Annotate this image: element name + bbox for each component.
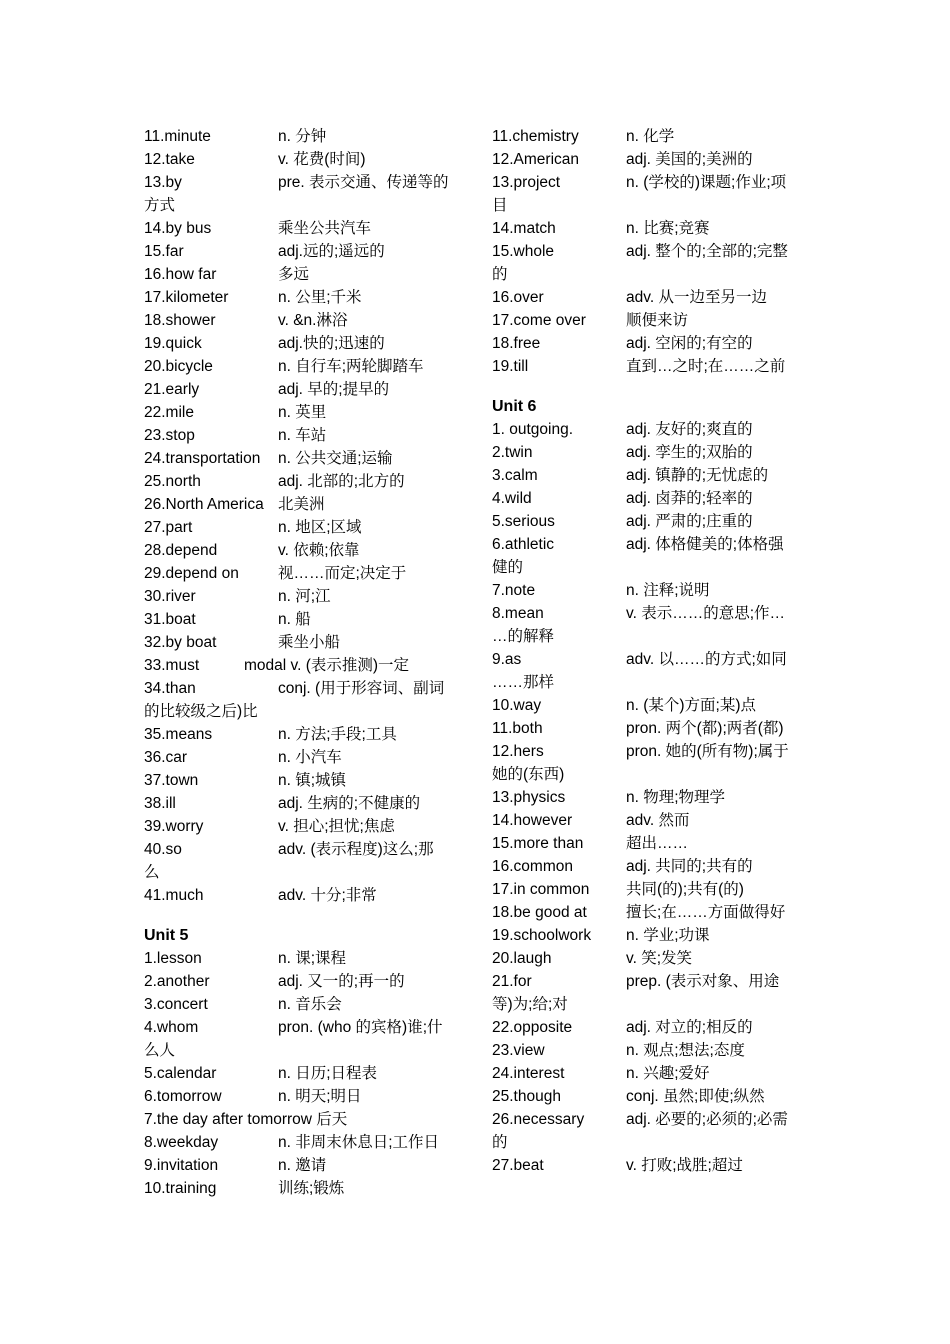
vocab-definition: v. 花费(时间) — [278, 151, 366, 168]
vocab-entry — [144, 746, 460, 769]
vocab-word: 12.take — [144, 151, 195, 168]
vocab-entry — [144, 838, 460, 861]
vocab-definition: n. 镇;城镇 — [278, 772, 347, 789]
vocab-entry — [144, 792, 460, 815]
vocab-word: 12.hers — [492, 743, 544, 760]
vocab-definition: pron. 两个(都);两者(都) — [626, 720, 784, 737]
vocab-definition: 乘坐小船 — [278, 634, 341, 651]
vocab-word: 12.American — [492, 151, 580, 168]
vocab-entry — [492, 418, 808, 441]
vocab-definition-continued: 的 — [492, 266, 508, 283]
vocab-word: 17.come over — [492, 312, 586, 329]
vocab-word: 35.means — [144, 726, 213, 743]
vocab-definition: n. 地区;区域 — [278, 519, 362, 536]
vocab-word: 14.match — [492, 220, 556, 237]
vocab-word: 13.project — [492, 174, 561, 191]
vocab-definition: n. 分钟 — [278, 128, 327, 145]
vocab-entry — [144, 401, 460, 424]
vocab-entry — [492, 240, 808, 263]
vocab-word: 6.athletic — [492, 536, 555, 553]
vocab-word: 4.wild — [492, 490, 532, 507]
vocab-entry — [492, 464, 808, 487]
vocab-definition: n. 观点;想法;态度 — [626, 1042, 745, 1059]
vocab-entry — [492, 533, 808, 556]
vocab-word: 15.whole — [492, 243, 555, 260]
vocab-definition: pron. 她的(所有物);属于 — [626, 743, 789, 760]
vocab-definition: v. 笑;发笑 — [626, 950, 693, 967]
vocab-definition-continued: 的 — [492, 1134, 508, 1151]
vocab-entry — [144, 171, 460, 194]
vocab-definition: v. &n.淋浴 — [278, 312, 348, 329]
vocab-word: 1.lesson — [144, 950, 202, 967]
vocab-entry — [144, 993, 460, 1016]
vocab-entry — [492, 309, 808, 332]
vocab-word: 14.however — [492, 812, 573, 829]
vocab-word: 11.both — [492, 720, 543, 737]
vocab-word: 7.note — [492, 582, 536, 599]
vocab-definition-continued: 健的 — [492, 559, 524, 576]
vocab-word: 23.stop — [144, 427, 195, 444]
unit5-vocab-list — [144, 947, 460, 1200]
vocab-word: 15.far — [144, 243, 184, 260]
vocab-word: 18.be good at — [492, 904, 587, 921]
vocab-entry — [144, 424, 460, 447]
vocab-definition: n. (学校的)课题;作业;项 — [626, 174, 787, 191]
vocab-definition: n. 日历;日程表 — [278, 1065, 378, 1082]
vocab-word: 26.necessary — [492, 1111, 585, 1128]
vocab-word: 17.kilometer — [144, 289, 229, 306]
vocab-entry — [144, 493, 460, 516]
vocab-entry — [144, 608, 460, 631]
vocab-definition: adv. 十分;非常 — [278, 887, 377, 904]
vocab-definition: n. 河;江 — [278, 588, 331, 605]
vocab-entry — [144, 677, 460, 700]
vocab-definition: adj. 早的;提早的 — [278, 381, 390, 398]
vocab-word: 6.tomorrow — [144, 1088, 222, 1105]
vocab-entry — [144, 1085, 460, 1108]
vocab-definition: n. 课;课程 — [278, 950, 347, 967]
vocab-word: 26.North America — [144, 496, 264, 513]
vocab-entry — [492, 487, 808, 510]
vocab-entry — [144, 332, 460, 355]
vocab-word: 32.by boat — [144, 634, 217, 651]
vocab-definition: pron. (who 的宾格)谁;什 — [278, 1019, 443, 1036]
vocab-word: 30.river — [144, 588, 196, 605]
vocab-entry — [492, 217, 808, 240]
vocab-entry — [144, 631, 460, 654]
vocab-definition: adj. 生病的;不健康的 — [278, 795, 421, 812]
vocab-definition: 顺便来访 — [626, 312, 689, 329]
vocab-word: 37.town — [144, 772, 199, 789]
vocab-word: 21.for — [492, 973, 532, 990]
vocab-definition: v. 表示……的意思;作… — [626, 605, 786, 622]
vocab-entry — [144, 1016, 460, 1039]
vocab-word: 2.twin — [492, 444, 533, 461]
vocab-definition: 超出…… — [626, 835, 689, 852]
vocab-definition: n. 化学 — [626, 128, 675, 145]
vocab-definition-continued: 么人 — [144, 1042, 176, 1059]
vocab-definition-continued: 她的(东西) — [492, 766, 565, 783]
vocab-definition: 视……而定;决定于 — [278, 565, 407, 582]
vocab-word: 1. outgoing. — [492, 421, 574, 438]
vocab-definition: n. 方法;手段;工具 — [278, 726, 397, 743]
vocab-entry — [492, 148, 808, 171]
vocab-entry — [144, 447, 460, 470]
vocab-word: 9.as — [492, 651, 522, 668]
vocab-word: 39.worry — [144, 818, 204, 835]
vocab-entry — [492, 694, 808, 717]
vocab-definition-continued: 等)为;给;对 — [492, 996, 568, 1013]
vocab-word: 5.serious — [492, 513, 555, 530]
vocab-definition: n. 比赛;竞赛 — [626, 220, 710, 237]
vocab-definition: v. 依赖;依靠 — [278, 542, 360, 559]
vocab-definition: adj. 镇静的;无忧虑的 — [626, 467, 769, 484]
vocab-word: 3.calm — [492, 467, 538, 484]
vocab-entry — [144, 1154, 460, 1177]
vocab-word: 36.car — [144, 749, 188, 766]
vocab-definition: n. 船 — [278, 611, 311, 628]
vocab-definition: n. 自行车;两轮脚踏车 — [278, 358, 424, 375]
vocab-word: 20.laugh — [492, 950, 552, 967]
vocab-entry — [492, 510, 808, 533]
unit6-heading: Unit 6 — [492, 398, 537, 415]
vocab-entry — [144, 884, 460, 907]
unit5-vocab-list-continued — [492, 125, 808, 378]
vocab-entry — [144, 309, 460, 332]
vocab-entry — [492, 579, 808, 602]
vocab-definition: 训练;锻炼 — [278, 1180, 345, 1197]
vocab-word: 18.free — [492, 335, 541, 352]
vocab-entry — [492, 947, 808, 970]
vocab-definition: 共同(的);共有(的) — [626, 881, 744, 898]
vocab-entry — [144, 240, 460, 263]
vocab-entry — [492, 832, 808, 855]
vocab-entry — [492, 809, 808, 832]
vocab-word: 15.more than — [492, 835, 584, 852]
vocab-entry — [492, 286, 808, 309]
vocab-word: 23.view — [492, 1042, 545, 1059]
vocab-definition: prep. (表示对象、用途 — [626, 973, 780, 990]
vocab-definition: adj.远的;遥远的 — [278, 243, 385, 260]
vocab-entry — [492, 1039, 808, 1062]
vocab-entry — [492, 855, 808, 878]
vocab-entry — [492, 924, 808, 947]
vocab-entry — [492, 1154, 808, 1177]
vocab-definition-continued: 目 — [492, 197, 508, 214]
vocab-definition-continued: 么 — [144, 864, 160, 881]
vocab-word: 28.depend — [144, 542, 218, 559]
unit6-vocab-list — [492, 418, 808, 1177]
vocab-definition: adj. 整个的;全部的;完整 — [626, 243, 788, 260]
vocab-word: 3.concert — [144, 996, 208, 1013]
vocab-word: 33.must — [144, 657, 200, 674]
right-column — [492, 125, 808, 1177]
vocab-definition: n. 兴趣;爱好 — [626, 1065, 710, 1082]
vocab-entry — [144, 286, 460, 309]
vocab-word: 8.mean — [492, 605, 544, 622]
vocab-definition: adj. 北部的;北方的 — [278, 473, 405, 490]
vocab-definition: n. 物理;物理学 — [626, 789, 726, 806]
vocab-definition: pre. 表示交通、传递等的 — [278, 174, 449, 191]
vocab-word: 18.shower — [144, 312, 216, 329]
vocab-entry — [144, 585, 460, 608]
vocab-word: 24.transportation — [144, 450, 261, 467]
vocab-definition: adj. 孪生的;双胎的 — [626, 444, 753, 461]
vocab-word: 41.much — [144, 887, 204, 904]
vocab-definition: adv. 从一边至另一边 — [626, 289, 767, 306]
vocab-definition: adj. 又一的;再一的 — [278, 973, 405, 990]
vocab-word: 13.by — [144, 174, 182, 191]
vocab-entry — [492, 332, 808, 355]
vocab-entry — [492, 878, 808, 901]
vocab-definition: 擅长;在……方面做得好 — [626, 904, 786, 921]
vocab-word: 40.so — [144, 841, 182, 858]
vocab-word: 2.another — [144, 973, 210, 990]
vocab-definition: adj. 体格健美的;体格强 — [626, 536, 784, 553]
vocab-entry — [492, 125, 808, 148]
vocab-entry — [144, 470, 460, 493]
vocab-definition: adj. 共同的;共有的 — [626, 858, 753, 875]
vocab-entry — [492, 1062, 808, 1085]
vocab-definition: adj. 空闲的;有空的 — [626, 335, 753, 352]
vocab-entry — [144, 1177, 460, 1200]
vocab-entry — [492, 602, 808, 625]
vocab-definition: n. 邀请 — [278, 1157, 327, 1174]
vocab-entry — [144, 516, 460, 539]
vocab-definition: conj. (用于形容词、副词 — [278, 680, 445, 697]
vocab-definition: n. 英里 — [278, 404, 327, 421]
vocab-word: 16.how far — [144, 266, 217, 283]
vocab-word: 8.weekday — [144, 1134, 219, 1151]
vocab-definition: adj.快的;迅速的 — [278, 335, 385, 352]
vocab-entry — [492, 441, 808, 464]
vocab-word: 5.calendar — [144, 1065, 217, 1082]
vocab-definition: adj. 对立的;相反的 — [626, 1019, 753, 1036]
vocab-definition: n. 车站 — [278, 427, 327, 444]
vocab-definition: n. 小汽车 — [278, 749, 342, 766]
vocab-entry — [144, 217, 460, 240]
vocab-entry — [144, 125, 460, 148]
vocab-word: 22.opposite — [492, 1019, 573, 1036]
vocab-entry — [144, 769, 460, 792]
vocab-word: 29.depend on — [144, 565, 239, 582]
vocab-definition-continued: ……那样 — [492, 674, 555, 691]
vocab-entry — [144, 947, 460, 970]
vocab-entry — [144, 355, 460, 378]
vocab-definition: adj. 严肃的;庄重的 — [626, 513, 753, 530]
vocab-entry — [144, 723, 460, 746]
vocab-definition: n. 公共交通;运输 — [278, 450, 393, 467]
vocab-entry — [492, 1085, 808, 1108]
vocab-word: 10.training — [144, 1180, 217, 1197]
vocab-word: 38.ill — [144, 795, 176, 812]
vocab-entry — [144, 148, 460, 171]
unit4-vocab-list — [144, 125, 460, 907]
unit5-heading: Unit 5 — [144, 927, 189, 944]
vocab-word: 27.part — [144, 519, 193, 536]
vocab-entry — [492, 970, 808, 993]
vocab-entry — [144, 378, 460, 401]
vocab-word: 16.common — [492, 858, 573, 875]
vocab-entry — [144, 539, 460, 562]
vocab-entry — [492, 1016, 808, 1039]
vocab-word: 14.by bus — [144, 220, 212, 237]
vocab-definition-continued: …的解释 — [492, 628, 555, 645]
vocab-word: 25.north — [144, 473, 201, 490]
vocab-word: 31.boat — [144, 611, 196, 628]
vocab-definition: n. 音乐会 — [278, 996, 342, 1013]
vocab-word: 10.way — [492, 697, 542, 714]
vocab-definition: n. 非周末休息日;工作日 — [278, 1134, 440, 1151]
vocab-word: 20.bicycle — [144, 358, 213, 375]
vocab-definition: 北美洲 — [278, 496, 325, 513]
vocab-entry — [492, 355, 808, 378]
vocab-word: 34.than — [144, 680, 196, 697]
vocab-definition: adj. 卤莽的;轻率的 — [626, 490, 753, 507]
vocab-word: 16.over — [492, 289, 544, 306]
vocab-entry — [144, 263, 460, 286]
vocab-definition: adj. 美国的;美洲的 — [626, 151, 753, 168]
vocab-definition: v. 打败;战胜;超过 — [626, 1157, 743, 1174]
vocab-definition: adv. (表示程度)这么;那 — [278, 841, 434, 858]
vocab-entry — [492, 740, 808, 763]
vocab-word: 25.though — [492, 1088, 561, 1105]
vocab-definition: n. 注释;说明 — [626, 582, 710, 599]
vocab-entry — [492, 171, 808, 194]
vocab-entry — [144, 562, 460, 585]
vocab-definition-continued: 的比较级之后)比 — [144, 703, 258, 720]
vocab-definition: n. 学业;功课 — [626, 927, 710, 944]
vocab-entry — [144, 815, 460, 838]
vocab-word: 22.mile — [144, 404, 194, 421]
vocab-word: 19.schoolwork — [492, 927, 592, 944]
vocab-entry — [144, 970, 460, 993]
vocab-entry — [144, 1131, 460, 1154]
vocab-definition: 多远 — [278, 266, 310, 283]
vocab-word: 4.whom — [144, 1019, 199, 1036]
vocab-definition: n. 明天;明日 — [278, 1088, 362, 1105]
vocab-definition: adv. 以……的方式;如同 — [626, 651, 787, 668]
vocab-entry — [492, 717, 808, 740]
vocab-definition: 乘坐公共汽车 — [278, 220, 372, 237]
vocab-entry — [492, 648, 808, 671]
vocab-word: 21.early — [144, 381, 200, 398]
vocab-word: 17.in common — [492, 881, 590, 898]
vocab-definition: 直到…之时;在……之前 — [626, 358, 786, 375]
left-column — [144, 125, 460, 1200]
vocab-entry — [492, 901, 808, 924]
vocab-definition-continued: 方式 — [144, 197, 176, 214]
vocab-definition: v. 担心;担忧;焦虑 — [278, 818, 395, 835]
vocab-definition: adv. 然而 — [626, 812, 690, 829]
vocab-word: 13.physics — [492, 789, 566, 806]
vocab-definition: modal v. (表示推测)一定 — [244, 657, 410, 674]
vocab-definition: n. 公里;千米 — [278, 289, 362, 306]
vocab-word: 11.minute — [144, 128, 211, 145]
vocab-definition: n. (某个)方面;某)点 — [626, 697, 757, 714]
vocab-entry — [492, 786, 808, 809]
vocab-word: 24.interest — [492, 1065, 565, 1082]
vocab-entry — [144, 1062, 460, 1085]
vocab-definition: conj. 虽然;即使;纵然 — [626, 1088, 765, 1105]
vocab-word: 19.quick — [144, 335, 202, 352]
vocab-entry: 7.the day after tomorrow 后天 — [144, 1111, 348, 1128]
vocab-word: 27.beat — [492, 1157, 544, 1174]
vocab-word: 9.invitation — [144, 1157, 219, 1174]
vocab-word: 11.chemistry — [492, 128, 579, 145]
vocab-word: 19.till — [492, 358, 529, 375]
vocab-entry — [492, 1108, 808, 1131]
vocab-definition: adj. 必要的;必须的;必需 — [626, 1111, 788, 1128]
vocab-definition: adj. 友好的;爽直的 — [626, 421, 753, 438]
vocab-entry — [144, 654, 460, 677]
